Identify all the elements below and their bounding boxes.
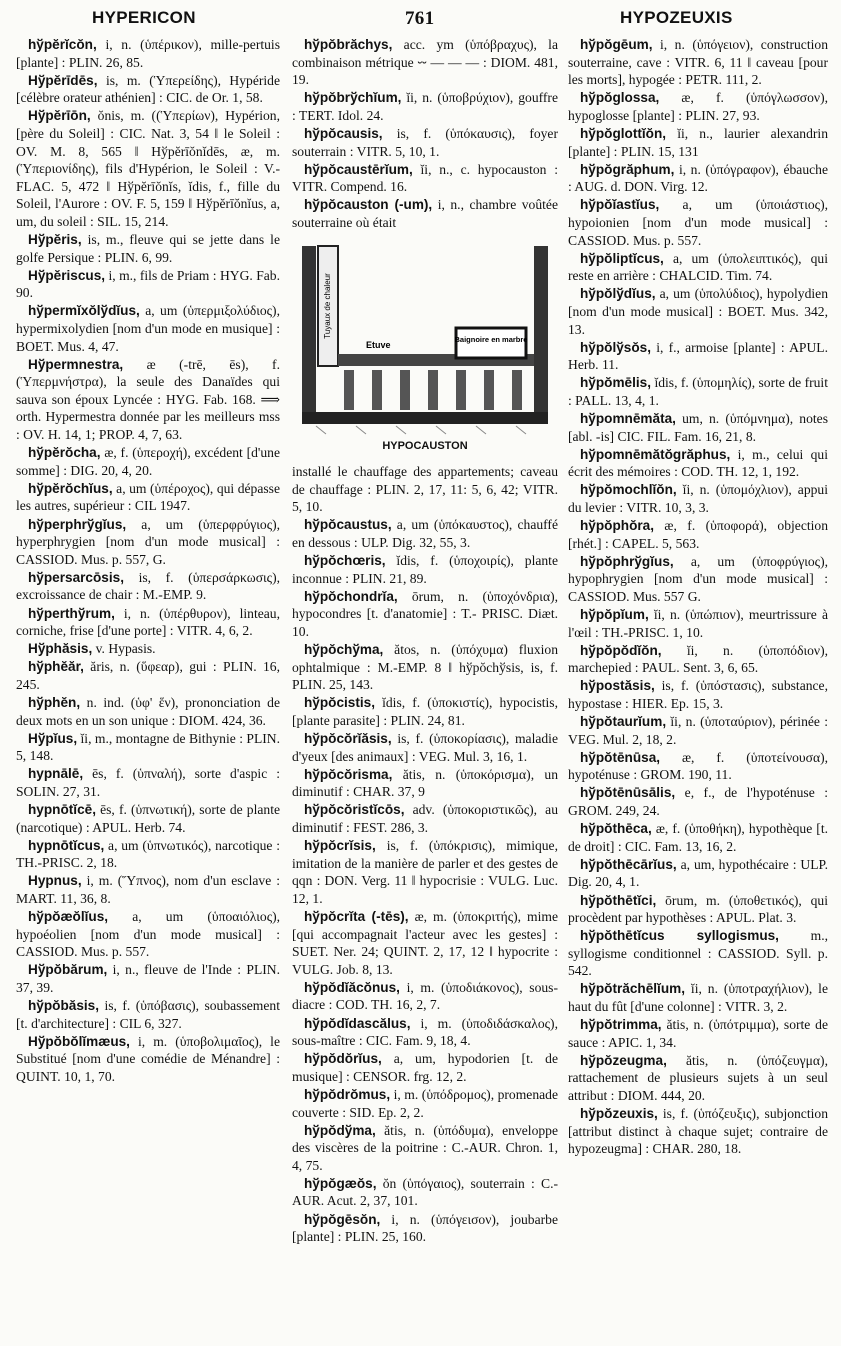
dictionary-entry — [292, 89, 558, 124]
entry-definition: a, um (ὑπερφρύγιος), hyperphrygien [nom d'un mode musical] : CASSIOD. Mus. p. 557, G. — [16, 516, 281, 567]
entry-headword: hўpŏcistis, — [304, 695, 376, 711]
entry-definition: um, n. (ὑπόμνημα), notes [abl. -is] CIC. FIL. Fam. 16, 21, 8. — [568, 410, 828, 444]
dictionary-entry — [568, 36, 828, 89]
entry-definition: i, n., chambre voûtée souterraine où était — [292, 197, 558, 230]
entry-headword: hўpŏglottĭŏn, — [580, 125, 667, 141]
dictionary-entry — [568, 481, 828, 516]
entry-headword: hўpostăsis, — [580, 678, 655, 694]
entry-headword: hўpŏbrўchĭum, — [304, 90, 402, 106]
dictionary-entry — [292, 766, 558, 801]
dictionary-entry — [568, 339, 828, 374]
entry-headword: hўpŏtrăchēlĭum, — [580, 981, 685, 997]
entry-headword: hўpŏcŏrisma, — [304, 766, 393, 782]
column-3 — [568, 36, 828, 1158]
dictionary-entry — [292, 516, 558, 551]
dictionary-entry — [568, 446, 828, 481]
flue-label: Tuyaux de chaleur — [323, 272, 332, 339]
dictionary-entry — [16, 908, 280, 961]
dictionary-entry — [568, 161, 828, 196]
hypocauston-drawing — [296, 236, 554, 436]
entry-definition: is, f. (ὑπόκαυσις), foyer souterrain : VITR. 5, 10, 1. — [292, 125, 558, 159]
entry-definition: ătis, n. (ὑπότριμμα), sorte de sauce : APIC. 1, 34. — [568, 1017, 829, 1050]
entry-definition: i, m., fils de Priam : HYG. Fab. 90. — [16, 267, 280, 301]
entry-definition: a, um (ὑπολειπτικός), qui reste en arrière : CHALCID. Tim. 74. — [568, 250, 828, 284]
dictionary-entry — [292, 36, 558, 89]
dictionary-entry — [16, 444, 280, 479]
entry-definition: ătis, n. (ὑποκόρισμα), un diminutif : CHAR. 37, 9 — [292, 766, 558, 800]
entry-definition: æ, f. (ὑποφορά), objection [rhét.] : CAPEL. 5, 563. — [568, 518, 828, 551]
dictionary-entry — [292, 801, 558, 836]
entry-definition: ĭi, m., montagne de Bithynie : PLIN. 5, 148. — [16, 730, 280, 764]
dictionary-entry — [292, 1211, 558, 1246]
dictionary-entry — [292, 908, 558, 978]
dictionary-entry — [292, 1050, 558, 1085]
dictionary-entry — [16, 231, 280, 266]
figure-caption: HYPOCAUSTON — [382, 439, 468, 452]
entry-definition: is, f. (ὑποκορίασις), maladie d'yeux [des animaux] : VEG. Mul. 3, 16, 1. — [292, 731, 558, 764]
entry-headword: hypnālē, — [28, 766, 84, 782]
entry-definition: a, um (ὑποφρύγιος), hypophrygien [nom d'un mode musical] : CASSIOD. Mus. 557 G. — [568, 553, 828, 604]
dictionary-entry — [568, 820, 828, 855]
column-1 — [16, 36, 280, 1086]
entry-headword: hўpŏtēnūsa, — [580, 749, 661, 765]
entry-definition: installé le chauffage des appartements; caveau de chauffage : PLIN. 2, 17, 11: 5, 6, 42; VITR. 5, 10. — [292, 464, 558, 515]
running-head-right: HYPOZEUXIS — [620, 8, 733, 27]
entry-headword: hўpŏgæŏs, — [304, 1175, 377, 1191]
entry-headword: hўpŏthētĭcus syllogismus, — [580, 928, 779, 944]
entry-headword: hўpermĭxŏlўdĭus, — [28, 303, 140, 319]
entry-headword: hўpĕrĭcŏn, — [28, 37, 97, 52]
entry-headword: hўpŏliptĭcus, — [580, 250, 664, 266]
entry-headword: hўpĕrŏcha, — [28, 445, 101, 461]
entry-headword: hўpŏdrŏmus, — [304, 1086, 391, 1102]
dictionary-entry — [568, 980, 828, 1015]
entry-definition: ĭi, n. (ὑπώπιον), meurtrissure à l'œil : TH.-PRISC. 1, 10. — [568, 607, 828, 640]
entry-headword: hўpŏthēca, — [580, 821, 652, 837]
entry-headword: Hўpĭus, — [28, 730, 78, 746]
entry-definition: i, n. (ὑπόγεισον), joubarbe [plante] : PLIN. 25, 160. — [292, 1211, 558, 1245]
entry-headword: hўpŏgēsŏn, — [304, 1211, 381, 1227]
dictionary-entry — [568, 856, 828, 891]
entry-definition: a, um (ὑπόκαυστος), chauffé en dessous : ULP. Dig. 32, 55, 3. — [292, 517, 558, 550]
entry-headword: hypnōtĭcē, — [28, 802, 96, 818]
entry-headword: hўpŏbăsis, — [28, 998, 100, 1014]
entry-definition: ōrum, n. (ὑποχόνδρια), hypocondres [t. d'anatomie] : T.- PRISC. Diæt. 10. — [292, 588, 558, 639]
entry-headword: hўpŏchondrĭa, — [304, 588, 398, 604]
entry-definition: i, m., celui qui écrit des mémoires : COD. TH. 12, 1, 192. — [568, 446, 828, 480]
entry-definition: m., syllogisme conditionnel : CASSIOD. Syll. p. 542. — [568, 928, 828, 979]
page-header — [0, 0, 841, 34]
dictionary-entry — [568, 1105, 828, 1158]
entry-definition: ēs, f. (ὑπνωτική), sorte de plante (narcotique) : APUL. Herb. 74. — [16, 802, 281, 835]
entry-definition: i, m. (ὑπόδρομος), promenade couverte : SID. Ep. 2, 2. — [292, 1086, 558, 1120]
entry-headword: hўpŏtrimma, — [580, 1017, 662, 1033]
entry-definition: ŏnis, m. ((Ὑπερίων), Hypérion, [père du Soleil] : CIC. Nat. 3, 54 ‖ le Soleil : OV. M. 8, 565 ‖ Hўpĕrīŏnĭdēs, æ, m. (Ὑπεριονίδης), fils d'Hypérion, le Soleil : V.-FLAC. 5, 472 ‖ Hўpĕrīŏnĭs, ĭdis, f., fille du Soleil, l'Aurore : OV. F. 5, 159 ‖ Hўpĕrīŏnĭus, a, um, du soleil : SIL. 15, 214. — [16, 108, 280, 229]
dictionary-entry — [568, 606, 828, 641]
entry-definition: a, um (ὑπέροχος), qui dépasse les autres, supérieur : CIL 1947. — [16, 480, 280, 514]
entry-headword: hўphĕn, — [28, 694, 81, 710]
dictionary-entry — [16, 837, 280, 872]
dictionary-entry — [292, 1122, 558, 1175]
entry-definition: i, n., fleuve de l'Inde : PLIN. 37, 39. — [16, 962, 280, 995]
dictionary-entry — [16, 516, 280, 569]
entry-definition: i, f., armoise [plante] : APUL. Herb. 11. — [568, 339, 828, 373]
page-number: 761 — [405, 8, 435, 29]
dictionary-entry — [16, 72, 280, 107]
entry-headword: hўpŏgrăphum, — [580, 161, 675, 177]
entry-definition: is, f. (ὑπόζευξις), subjonction [attribut distinct à chaque sujet; contraire de hypozeugma] : CHAR. 280, 18. — [568, 1106, 828, 1157]
dictionary-entry — [292, 125, 558, 160]
entry-definition: æ, f. (ὑπεροχή), excédent [d'une somme] : DIG. 20, 4, 20. — [16, 445, 280, 478]
dictionary-entry — [292, 196, 558, 231]
entry-headword: Hўpŏbărum, — [28, 962, 108, 978]
entry-definition: i, n. (ὑπόγραφον), ébauche : AUG. d. DON. Virg. 12. — [568, 161, 828, 195]
entry-headword: hўpŏthētĭci, — [580, 892, 657, 908]
entry-definition: æ (-trē, ēs), f. (Ὑπερμνήστρα), la seule des Danaïdes qui sauva son époux Lyncée : HYG. Fab. 168. ⟹ orth. Hypermestra donnée par les meilleurs mss : OV. H. 14, 1; PROP. 4, 7, 63. — [16, 356, 280, 443]
entry-headword: Hўpĕriscus, — [28, 267, 106, 283]
hypocauston-illustration — [296, 236, 554, 436]
entry-headword: Hўpĕrīōn, — [28, 108, 91, 124]
entry-definition: ĭi, n., c. hypocauston : VITR. Compend. 16. — [292, 161, 558, 195]
dictionary-entry — [568, 89, 828, 124]
entry-headword: Hўphăsis, — [28, 641, 93, 657]
running-head-left: HYPERICON — [92, 8, 196, 27]
entry-headword: hўpŏzeugma, — [580, 1052, 667, 1068]
entry-definition: i, n. (ὑπόγειον), construction souterraine, cave : VITR. 6, 11 ‖ caveau [pour les morts], hypogée : PETR. 111, 2. — [568, 37, 828, 88]
dictionary-entry — [16, 302, 280, 355]
room-label: Etuve — [366, 339, 391, 350]
entry-definition: e, f., de l'hypoténuse : GROM. 249, 24. — [568, 785, 828, 819]
dictionary-entry — [568, 642, 828, 677]
dictionary-entry — [568, 677, 828, 712]
entry-headword: hўpŏcaustērĭum, — [304, 161, 413, 177]
dictionary-entry — [568, 250, 828, 285]
entry-headword: hўpŏgēum, — [580, 37, 653, 52]
entry-definition: ĭi, n. (ὑποτραχήλιον), le haut du fût [d'une colonne] : VITR. 3, 2. — [568, 981, 828, 1015]
entry-definition: a, um (ὑπολύδιος), hypolydien [nom d'un mode musical] : BOET. Mus. 342, 13. — [568, 286, 828, 337]
entry-headword: hўpŏphrўgĭus, — [580, 553, 674, 569]
entry-definition: ĭdis, f. (ὑπομηλίς), sorte de fruit : PALL. 13, 4, 1. — [568, 375, 828, 408]
entry-definition: v. Hypasis. — [95, 641, 156, 657]
dictionary-entry — [16, 997, 280, 1032]
entry-definition: ăris, n. (ὕφεαρ), gui : PLIN. 16, 245. — [16, 659, 280, 692]
entry-headword: hўpersarcōsis, — [28, 569, 124, 585]
entry-definition: a, um, hypothécaire : ULP. Dig. 20, 4, 1. — [568, 856, 829, 890]
dictionary-entry — [16, 569, 280, 604]
entry-headword: hўpŏphŏra, — [580, 518, 655, 534]
dictionary-entry — [16, 640, 280, 658]
entry-headword: hўpŏcŏrĭăsis, — [304, 731, 392, 747]
entry-headword: hўpŏpŏdĭŏn, — [580, 642, 662, 658]
entry-headword: hўpŏlўdĭus, — [580, 286, 656, 302]
entry-headword: hўpŏmochlĭŏn, — [580, 482, 677, 498]
dictionary-entry — [292, 837, 558, 907]
dictionary-entry — [568, 927, 828, 980]
entry-definition: i, m. (ὑποδιάκονος), sous-diacre : COD. TH. 16, 2, 7. — [292, 979, 558, 1013]
entry-definition: a, um, hypodorien [t. de musique] : CENSOR. frg. 12, 2. — [292, 1051, 558, 1084]
dictionary-entry — [568, 285, 828, 338]
dictionary-entry — [568, 374, 828, 409]
entry-headword: hўpŏthēcārĭus, — [580, 856, 677, 872]
entry-definition: is, f. (ὑπερσάρκωσις), excroissance de chair : M.-EMP. 9. — [16, 569, 280, 603]
dictionary-entry — [568, 784, 828, 819]
entry-definition: ĭdis, f. (ὑποχοιρίς), plante inconnue : PLIN. 21, 89. — [292, 553, 558, 586]
column-2 — [292, 36, 558, 1246]
dictionary-entry — [568, 892, 828, 927]
entry-definition: ătos, n. (ὑπόχυμα) fluxion ophtalmique : M.-EMP. 8 ‖ hўpŏchўsis, is, f. PLIN. 25, 143. — [292, 642, 558, 693]
dictionary-entry — [16, 872, 280, 907]
entry-definition: i, m. (Ὕπνος), nom d'un esclave : MART. 11, 36, 8. — [16, 873, 280, 906]
entry-definition: æ, m. (ὑποκριτής), mime [qui accompagnait l'acteur avec les gestes] : SUET. Ner. 24; QUINT. 2, 17, 12 ‖ hypocrite : VULG. Job. 8, 13. — [292, 908, 559, 977]
entry-definition: a, um (ὑποιάστιος), hypoionien [nom d'un mode musical] : CASSIOD. Mus. p. 557. — [568, 197, 828, 248]
entry-headword: hўpŏchœris, — [304, 553, 386, 569]
entry-definition: i, n. (ὑπέρθυρον), linteau, corniche, frise [d'une porte] : VITR. 4, 6, 2. — [16, 605, 280, 639]
dictionary-entry — [16, 356, 280, 444]
entry-headword: hўpŏdĭăcŏnus, — [304, 979, 400, 995]
entry-headword: hўphĕăr, — [28, 659, 84, 675]
entry-headword: hўpŏcŏristĭcōs, — [304, 802, 405, 818]
entry-headword: Hўpĕris, — [28, 232, 82, 248]
entry-headword: hўpŏdĭdascălus, — [304, 1015, 411, 1031]
entry-definition: ĭi, n. (ὑποβρύχιον), gouffre : TERT. Idol. 24. — [292, 90, 558, 123]
entry-definition: is, f. (ὑπόβασις), soubassement [t. d'architecture] : CIL 6, 327. — [16, 998, 280, 1031]
entry-headword: hўpŏdўma, — [304, 1122, 376, 1138]
entry-definition: is, f. (ὑπόκρισις), mimique, imitation de la manière de parler et des gestes de qqn : DON. Verg. 11 ‖ hypocrisie : VULG. Luc. 12, 1. — [292, 838, 558, 906]
entry-definition: is, m., fleuve qui se jette dans le golfe Persique : PLIN. 6, 99. — [16, 232, 280, 265]
dictionary-entry — [292, 1175, 558, 1210]
entry-headword: hypnōtĭcus, — [28, 837, 105, 853]
entry-definition: æ, f. (ὑποθήκη), hypothèque [t. de droit] : CIC. Fam. 13, 16, 2. — [568, 821, 828, 854]
dictionary-entry — [292, 979, 558, 1014]
entry-headword: hўperphrўgĭus, — [28, 516, 127, 532]
entry-definition: æ, f. (ὑπόγλωσσον), hypoglosse [plante] : PLIN. 27, 93. — [568, 90, 828, 123]
entry-definition: i, n. (ὑπέρικον), mille-pertuis [plante] : PLIN. 26, 85. — [16, 37, 280, 70]
entry-definition: i, m. (ὑποβολιμαῖος), le Substitué [nom d'une comédie de Ménandre] : QUINT. 10, 1, 70. — [16, 1033, 280, 1084]
entry-headword: hўpŏdŏrĭus, — [304, 1051, 382, 1067]
dictionary-entry — [568, 196, 828, 249]
entry-headword: hўpomnēmătŏgrăphus, — [580, 446, 731, 462]
entry-headword: Hўpŏbŏlĭmæus, — [28, 1033, 130, 1049]
entry-headword: hўpŏtēnūsālis, — [580, 785, 676, 801]
entry-definition: adv. (ὑποκοριστικῶς), au diminutif : FEST. 286, 3. — [292, 802, 559, 835]
entry-headword: hўpomnēmăta, — [580, 410, 676, 426]
entry-headword: hўpŏtaurĭum, — [580, 714, 667, 730]
entry-definition: ĭi, n. (ὑπομόχλιον), appui du levier : VITR. 10, 3, 3. — [568, 482, 828, 515]
dictionary-entry — [292, 641, 558, 694]
entry-headword: hўpŏglossa, — [580, 90, 660, 106]
dictionary-entry — [16, 658, 280, 693]
dictionary-entry — [568, 749, 828, 784]
dictionary-entry — [16, 730, 280, 765]
dictionary-entry — [16, 480, 280, 515]
entry-definition: is, m. (Ὑπερείδης), Hypéride [célèbre orateur athénien] : CIC. de Or. 1, 58. — [16, 72, 280, 106]
entry-headword: hўpŏmēlis, — [580, 375, 652, 391]
entry-headword: Hypnus, — [28, 873, 82, 889]
entry-definition: ĭi, n. (ὑποπόδιον), marchepied : PAUL. Sent. 3, 6, 65. — [568, 642, 828, 676]
dictionary-entry — [292, 552, 558, 587]
entry-headword: hўpŏcausis, — [304, 125, 383, 141]
entry-headword: Hўpermnestra, — [28, 356, 124, 372]
entry-definition: ŏn (ὑπόγαιος), souterrain : C.-AUR. Acut. 2, 37, 101. — [292, 1175, 559, 1209]
entry-definition: ĭi, n. (ὑποταύριον), périnée : VEG. Mul. 2, 18, 2. — [568, 714, 829, 747]
entry-definition: ătis, n. (ὑπόδυμα), enveloppe des viscères de la poitrine : C.-AUR. Chron. 1, 4, 75. — [292, 1122, 558, 1173]
entry-headword: hўpŏcrĭsis, — [304, 838, 376, 854]
entry-definition: n. ind. (ὑφ' ἕν), prononciation de deux mots en un son unique : DIOM. 424, 36. — [16, 694, 280, 728]
dictionary-entry — [292, 1015, 558, 1050]
dictionary-entry — [568, 713, 828, 748]
entry-definition: æ, f. (ὑποτείνουσα), hypoténuse : GROM. 190, 11. — [568, 749, 828, 783]
dictionary-entry — [568, 553, 828, 606]
dictionary-entry — [16, 765, 280, 800]
dictionary-entry — [568, 1052, 828, 1105]
entry-headword: hўpŏæŏlĭus, — [28, 909, 109, 925]
entry-definition: ōrum, m. (ὑποθετικός), qui procèdent par hypothèses : APUL. Plat. 3. — [568, 892, 828, 926]
dictionary-entry — [292, 161, 558, 196]
entry-headword: hўpŏĭastĭus, — [580, 197, 660, 213]
entry-headword: hўpŏpĭum, — [580, 607, 649, 622]
dictionary-entry — [16, 801, 280, 836]
bath-label: Baignoire en marbre — [454, 334, 528, 344]
entry-headword: hўpĕrŏchĭus, — [28, 480, 113, 496]
dictionary-entry — [568, 125, 828, 160]
entry-definition: a, um (ὑπερμιξολύδιος), hypermixolydien [nom d'un mode en musique] : BOET. Mus. 4, 47. — [16, 303, 280, 354]
dictionary-entry — [16, 605, 280, 640]
entry-definition: ĭdis, f. (ὑποκιστίς), hypocistis, [plante parasite] : PLIN. 24, 81. — [292, 695, 558, 728]
entry-headword: hўpŏchўma, — [304, 642, 384, 658]
dictionary-entry — [16, 36, 280, 71]
entry-headword: hўpŏbrăchys, — [304, 37, 393, 52]
dictionary-entry — [292, 694, 558, 729]
dictionary-entry — [16, 694, 280, 729]
entry-definition: is, f. (ὑπόστασις), substance, hypostase : HIER. Ep. 15, 3. — [568, 678, 828, 711]
entry-headword: hўpŏcaustus, — [304, 517, 392, 533]
dictionary-entry — [16, 267, 280, 302]
dictionary-entry — [16, 1033, 280, 1086]
entry-definition: ēs, f. (ὑπναλή), sorte d'aspic : SOLIN. 27, 31. — [16, 766, 280, 799]
entry-definition: acc. ym (ὑπόβραχυς), la combinaison métrique ⏑⏑ — — — : DIOM. 481, 19. — [292, 37, 558, 88]
dictionary-entry — [568, 1016, 828, 1051]
entry-headword: Hўpĕrīdēs, — [28, 72, 98, 88]
entry-headword: hўpŏlўsŏs, — [580, 339, 652, 355]
dictionary-entry — [568, 410, 828, 445]
entry-definition: ătis, n. (ὑπόζευγμα), rattachement de plusieurs sujets à un seul attribut : DIOM. 444, 20. — [568, 1052, 828, 1104]
entry-headword: hўpŏcauston (-um), — [304, 197, 433, 213]
entry-definition: ĭi, n., laurier alexandrin [plante] : PLIN. 15, 131 — [568, 125, 828, 159]
entry-headword: hўpŏzeuxis, — [580, 1106, 658, 1122]
dictionary-entry — [292, 588, 558, 641]
entry-headword: hўperthўrum, — [28, 605, 115, 621]
dictionary-entry — [16, 107, 280, 230]
dictionary-entry — [292, 1086, 558, 1121]
entry-headword: hўpŏcrĭta (-tēs), — [304, 908, 409, 924]
entry-definition: i, m. (ὑποδιδάσκαλος), sous-maître : CIC. Fam. 9, 18, 4. — [292, 1015, 558, 1049]
dictionary-entry — [292, 463, 558, 516]
entry-definition: a, um (ὑποαιόλιος), hypoéolien [nom d'un mode musical] : CASSIOD. Mus. p. 557. — [16, 909, 280, 960]
entry-definition: a, um (ὑπνωτικός), narcotique : TH.-PRISC. 2, 18. — [16, 837, 280, 871]
dictionary-entry — [292, 730, 558, 765]
dictionary-entry — [568, 517, 828, 552]
dictionary-entry — [16, 961, 280, 996]
